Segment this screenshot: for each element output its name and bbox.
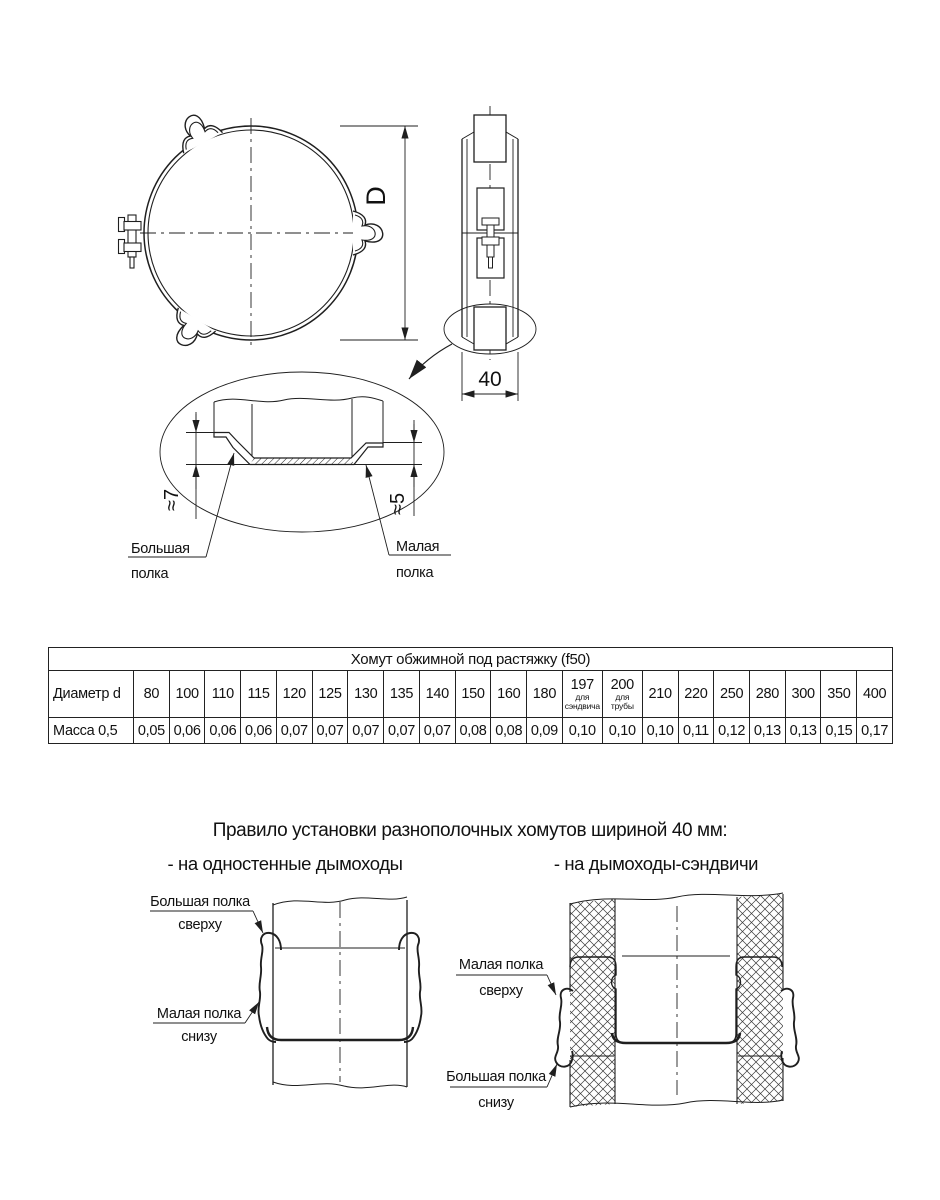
side-view (409, 106, 536, 401)
single-top-label-line2: сверху (178, 917, 222, 933)
single-wall-diagram (150, 894, 422, 1088)
mass-cell: 0,06 (169, 718, 205, 744)
sandwich-diagram (446, 893, 799, 1111)
diameter-cell: 100 (169, 671, 205, 718)
diameter-row (49, 671, 893, 718)
band-break-line (214, 397, 383, 402)
diameter-cell: 125 (312, 671, 348, 718)
mass-cell: 0,07 (348, 718, 384, 744)
sandwich-profile-right (781, 989, 799, 1067)
diameter-cell: 250 (714, 671, 750, 718)
big-flange-dim-label: ≈7 (161, 488, 183, 511)
mass-cell: 0,15 (821, 718, 857, 744)
small-flange-dim-label: ≈5 (387, 492, 409, 515)
mass-cell: 0,10 (642, 718, 678, 744)
diameter-cell: 200 для трубы (602, 671, 642, 718)
mass-cell: 0,12 (714, 718, 750, 744)
mass-cell: 0,11 (678, 718, 714, 744)
front-view (119, 106, 419, 356)
band-web-hatch (250, 458, 354, 465)
mass-cell: 0,07 (384, 718, 420, 744)
sandwich-bottom-label-line2: снизу (478, 1095, 514, 1111)
clamp-profile-left (258, 933, 281, 1042)
clamp-profile-right (399, 933, 422, 1042)
bottom-lug (474, 307, 506, 350)
sandwich-top-label-line2: сверху (479, 983, 523, 999)
big-flange-label-line2: полка (131, 566, 169, 582)
mass-row-label: Масса 0,5 (49, 718, 134, 744)
diameter-cell: 180 (527, 671, 563, 718)
insulation-right (737, 894, 783, 1104)
sandwich-heading: - на дымоходы-сэндвичи (553, 853, 759, 874)
diameter-cell: 135 (384, 671, 420, 718)
mass-row (49, 718, 893, 744)
single-wall-heading: - на одностенные дымоходы (167, 853, 403, 874)
diameter-cell: 160 (491, 671, 527, 718)
mass-cell: 0,07 (276, 718, 312, 744)
mass-cell: 0,07 (312, 718, 348, 744)
mass-cell: 0,06 (205, 718, 241, 744)
sandwich-clamp-bottom-edge (612, 1033, 740, 1043)
diameter-cell: 350 (821, 671, 857, 718)
diameter-cell: 115 (241, 671, 277, 718)
diameter-cell: 140 (419, 671, 455, 718)
small-flange-label-line1: Малая (396, 539, 440, 555)
diameter-cell: 400 (857, 671, 893, 718)
table-title: Хомут обжимной под растяжку (f50) (49, 648, 893, 671)
diameter-cell: 280 (750, 671, 786, 718)
lobe-right (353, 211, 383, 255)
diameter-cell: 150 (455, 671, 491, 718)
mass-cell: 0,05 (134, 718, 170, 744)
mass-cell: 0,07 (419, 718, 455, 744)
lobe-bottom-left (163, 308, 216, 357)
bolt-assembly (119, 215, 142, 268)
diameter-cell: 130 (348, 671, 384, 718)
top-lug (474, 115, 506, 162)
diameter-cell: 197 для сэндвича (562, 671, 602, 718)
diameter-dim-label: D (361, 186, 391, 206)
mass-cell: 0,10 (602, 718, 642, 744)
pipe-break-bottom (273, 1082, 407, 1088)
diameter-cell: 210 (642, 671, 678, 718)
mass-cell: 0,17 (857, 718, 893, 744)
diameter-cell: 120 (276, 671, 312, 718)
diameter-row-label: Диаметр d (49, 671, 134, 718)
flange-detail (128, 372, 451, 582)
lobe-top-left (170, 106, 223, 153)
sandwich-bottom-label-line1: Большая полка (446, 1069, 546, 1085)
width-dim-label: 40 (478, 368, 502, 391)
single-bottom-label-line1: Малая полка (156, 1006, 242, 1022)
diameter-cell: 300 (785, 671, 821, 718)
mass-cell: 0,06 (241, 718, 277, 744)
diameter-cell: 80 (134, 671, 170, 718)
big-flange-label-line1: Большая (131, 541, 190, 557)
small-flange-label-line2: полка (396, 565, 434, 581)
mass-cell: 0,13 (750, 718, 786, 744)
diameter-cell: 220 (678, 671, 714, 718)
sandwich-top-label-line1: Малая полка (458, 957, 544, 973)
dimension-7 (186, 412, 250, 519)
insulation-left (570, 899, 615, 1107)
mass-cell: 0,09 (527, 718, 563, 744)
mass-cell: 0,08 (455, 718, 491, 744)
rules-title: Правило установки разнополочных хомутов шириной 40 мм: (212, 820, 728, 841)
diameter-cell: 110 (205, 671, 241, 718)
mass-cell: 0,13 (785, 718, 821, 744)
table-title-row (49, 648, 893, 671)
weight-table (48, 647, 893, 744)
mass-cell: 0,10 (562, 718, 602, 744)
single-top-label-line1: Большая полка (150, 894, 250, 910)
detail-leader-arrow (409, 344, 452, 379)
single-bottom-label-line2: снизу (181, 1029, 217, 1045)
mass-cell: 0,08 (491, 718, 527, 744)
